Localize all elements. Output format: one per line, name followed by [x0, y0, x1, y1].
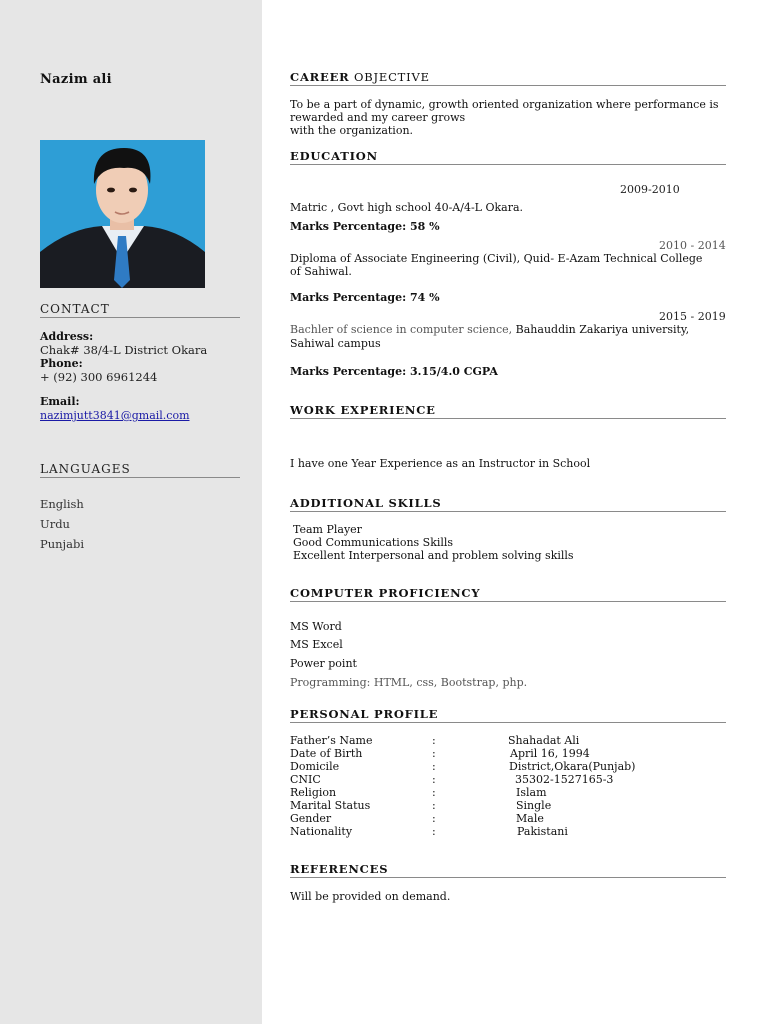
personal-profile-row	[290, 786, 726, 799]
career-heading-rest: OBJECTIVE	[349, 70, 430, 84]
programming-label: Programming:	[290, 676, 371, 689]
candidate-name: Nazim ali	[40, 72, 112, 87]
programming-line	[290, 676, 527, 689]
phone-value: + (92) 300 6961244	[40, 370, 158, 384]
profile-field-colon: :	[432, 825, 436, 838]
education-degree: Bachler of science in computer science,	[290, 323, 516, 336]
profile-field-label: Gender	[290, 812, 332, 825]
education-marks: Marks Percentage: 58 %	[290, 220, 440, 233]
profile-field-value: Male	[516, 812, 544, 825]
personal-profile-row	[290, 747, 726, 760]
profile-field-value: Single	[516, 799, 552, 812]
personal-profile-heading: PERSONAL PROFILE	[290, 707, 726, 723]
education-line: of Sahiwal.	[290, 265, 352, 278]
career-line-2: rewarded and my career grows	[290, 111, 466, 124]
profile-field-colon: :	[432, 734, 436, 747]
skill-item: Team Player	[293, 523, 362, 536]
profile-field-colon: :	[432, 747, 436, 760]
profile-field-label: Religion	[290, 786, 337, 799]
address-value: Chak# 38/4-L District Okara	[40, 343, 208, 357]
education-institution: Bahauddin Zakariya university,	[515, 323, 690, 336]
profile-field-label: Marital Status	[290, 799, 371, 812]
profile-field-colon: :	[432, 812, 436, 825]
email-label: Email:	[40, 395, 80, 408]
programming-value: HTML, css, Bootstrap, php.	[370, 676, 528, 689]
personal-profile-row	[290, 812, 726, 825]
work-experience-text: I have one Year Experience as an Instructor in School	[290, 457, 591, 470]
sidebar	[0, 0, 262, 1024]
education-heading: EDUCATION	[290, 149, 726, 165]
education-line: Diploma of Associate Engineering (Civil), Quid- E-Azam Technical College	[290, 252, 703, 265]
profile-field-label: CNIC	[290, 773, 321, 786]
language-item: Punjabi	[40, 537, 85, 551]
personal-profile-row	[290, 825, 726, 838]
computer-skill-item: MS Excel	[290, 638, 343, 651]
contact-heading: CONTACT	[40, 302, 240, 318]
education-date: 2010 - 2014	[659, 239, 726, 252]
skill-item: Excellent Interpersonal and problem solving skills	[293, 549, 574, 562]
profile-field-value: Shahadat Ali	[508, 734, 580, 747]
email-link[interactable]: nazimjutt3841@gmail.com	[40, 409, 190, 422]
language-item: Urdu	[40, 517, 70, 531]
profile-field-value: District,Okara(Punjab)	[509, 760, 636, 773]
profile-field-label: Father’s Name	[290, 734, 373, 747]
profile-field-colon: :	[432, 773, 436, 786]
profile-field-label: Nationality	[290, 825, 353, 838]
career-line-1: To be a part of dynamic, growth oriented organization where performance is	[290, 98, 719, 111]
profile-field-value: Islam	[516, 786, 547, 799]
profile-photo-image	[40, 140, 205, 288]
languages-heading: LANGUAGES	[40, 462, 240, 478]
education-date: 2015 - 2019	[659, 310, 726, 323]
personal-profile-row	[290, 734, 726, 747]
email-value[interactable]	[40, 408, 190, 422]
phone-label: Phone:	[40, 357, 83, 370]
profile-photo	[40, 140, 205, 288]
language-item: English	[40, 497, 84, 511]
education-line: Sahiwal campus	[290, 337, 381, 350]
computer-skill-item: Power point	[290, 657, 357, 670]
career-heading-bold: CAREER	[290, 70, 350, 84]
references-text: Will be provided on demand.	[290, 890, 451, 903]
education-marks: Marks Percentage: 3.15/4.0 CGPA	[290, 365, 498, 378]
references-heading: REFERENCES	[290, 862, 726, 878]
address-label: Address:	[40, 330, 94, 343]
personal-profile-row	[290, 760, 726, 773]
career-line-3: with the organization.	[290, 124, 414, 137]
education-line	[290, 323, 689, 336]
education-line: Matric , Govt high school 40-A/4-L Okara.	[290, 201, 524, 214]
profile-field-value: April 16, 1994	[510, 747, 590, 760]
profile-field-value: 35302-1527165-3	[515, 773, 614, 786]
personal-profile-row	[290, 773, 726, 786]
education-marks: Marks Percentage: 74 %	[290, 291, 440, 304]
personal-profile-row	[290, 799, 726, 812]
skill-item: Good Communications Skills	[293, 536, 454, 549]
profile-field-label: Date of Birth	[290, 747, 363, 760]
profile-field-label: Domicile	[290, 760, 340, 773]
career-objective-heading	[290, 70, 726, 86]
additional-skills-heading: ADDITIONAL SKILLS	[290, 496, 726, 512]
education-date: 2009-2010	[620, 183, 680, 196]
profile-field-colon: :	[432, 760, 436, 773]
computer-skill-item: MS Word	[290, 620, 342, 633]
profile-field-colon: :	[432, 799, 436, 812]
main-content	[262, 0, 768, 1024]
profile-field-value: Pakistani	[517, 825, 568, 838]
work-experience-heading: WORK EXPERIENCE	[290, 403, 726, 419]
computer-proficiency-heading: COMPUTER PROFICIENCY	[290, 586, 726, 602]
profile-field-colon: :	[432, 786, 436, 799]
